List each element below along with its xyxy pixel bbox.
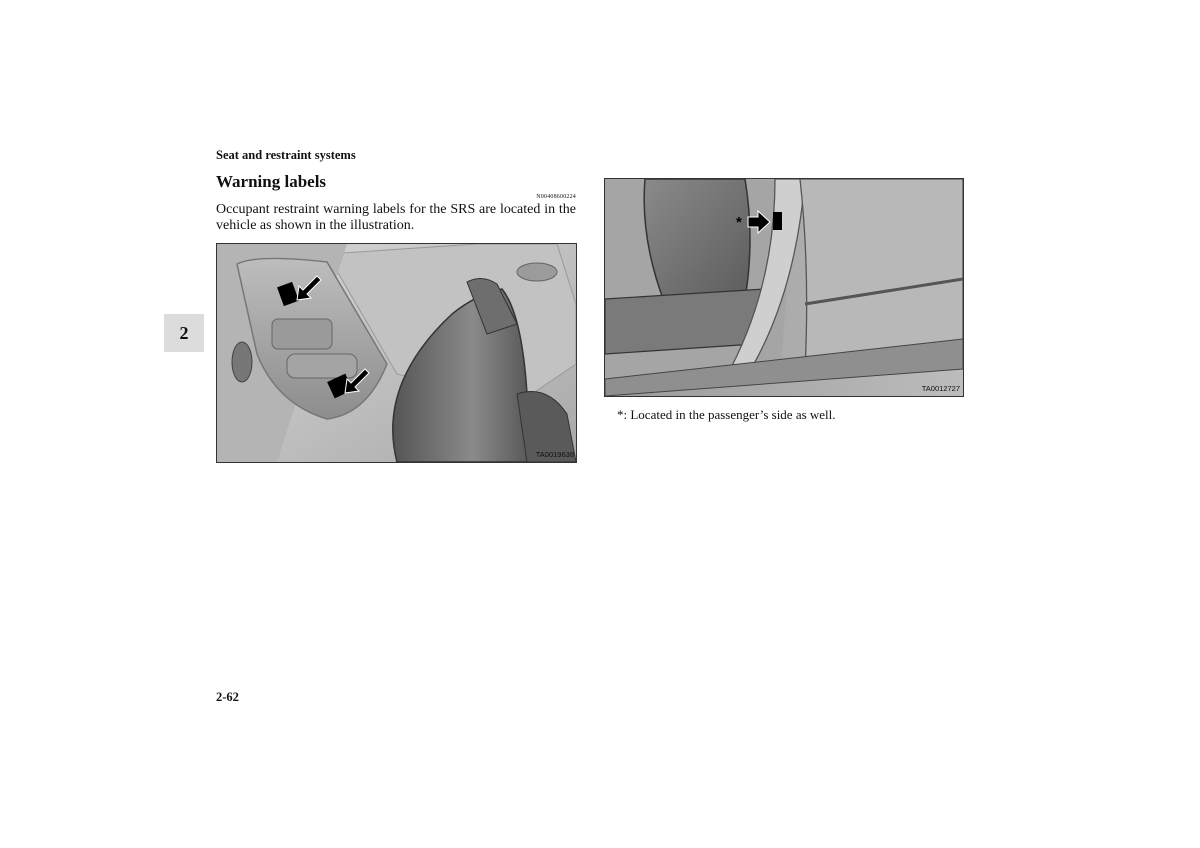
- asterisk-marker: *: [736, 214, 742, 231]
- section-header: Seat and restraint systems: [216, 148, 356, 162]
- reference-code: N00408600224: [536, 194, 576, 200]
- chapter-tab: 2: [164, 314, 204, 352]
- figure-door-pillar: [604, 178, 964, 397]
- door-pillar-illustration: [605, 179, 963, 396]
- sun-visor-illustration: [217, 244, 576, 462]
- figure-code: TA0019638: [535, 450, 574, 459]
- figure-code: TA0012727: [921, 384, 960, 393]
- page-heading: Warning labels: [216, 172, 327, 191]
- page-number: 2-62: [216, 690, 239, 704]
- figure-sun-visor: [216, 243, 577, 463]
- footnote: *: Located in the passenger’s side as well.: [617, 407, 836, 422]
- body-paragraph: Occupant restraint warning labels for the SRS are located in the vehicle as shown in the illustration.: [216, 202, 576, 233]
